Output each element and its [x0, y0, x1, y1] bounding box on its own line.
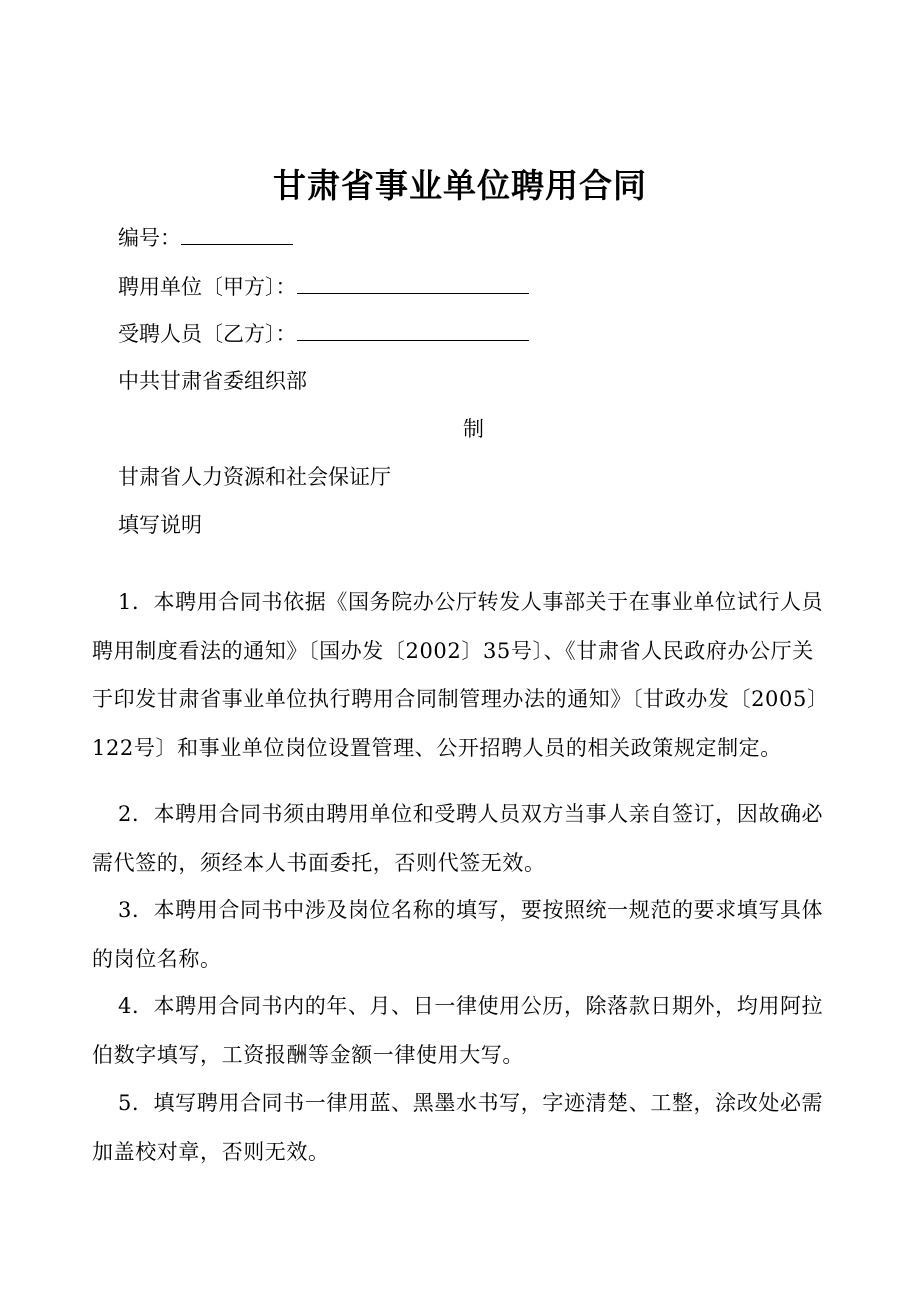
document-title: 甘肃省事业单位聘用合同	[273, 166, 647, 205]
number-blank[interactable]	[181, 222, 293, 245]
issuer-org-1: 中共甘肃省委组织部	[118, 369, 307, 393]
employee-label: 受聘人员〔乙方〕：	[118, 322, 297, 346]
employer-label: 聘用单位〔甲方〕：	[118, 275, 297, 299]
number-field	[118, 222, 293, 253]
instruction-item-1: 1．本聘用合同书依据《国务院办公厅转发人事部关于在事业单位试行人员聘用制度看法的通知》〔国办发〔2002〕35号〕、《甘肃省人民政府办公厅关于印发甘肃省事业单位执行聘用合同制管理办法的通知》〔甘政办发〔2005〕122号〕和事业单位岗位设置管理、公开招聘人员的相关政策规定制定。	[92, 590, 829, 760]
employer-blank[interactable]	[297, 271, 529, 294]
issuer-org-2: 甘肃省人力资源和社会保证厅	[118, 465, 391, 489]
instructions-heading: 填写说明	[118, 513, 202, 537]
issuer-made: 制	[463, 417, 484, 441]
instruction-item-3: 3．本聘用合同书中涉及岗位名称的填写，要按照统一规范的要求填写具体的岗位名称。	[92, 898, 824, 971]
employee-blank[interactable]	[297, 318, 529, 341]
number-label: 编号：	[118, 226, 181, 250]
instruction-item-2: 2．本聘用合同书须由聘用单位和受聘人员双方当事人亲自签订，因故确必需代签的，须经本人书面委托，否则代签无效。	[92, 802, 824, 875]
employer-field	[118, 271, 529, 302]
instruction-item-4: 4．本聘用合同书内的年、月、日一律使用公历，除落款日期外，均用阿拉伯数字填写，工资报酬等金额一律使用大写。	[92, 994, 824, 1067]
instruction-item-5: 5．填写聘用合同书一律用蓝、黑墨水书写，字迹清楚、工整，涂改处必需加盖校对章，否则无效。	[92, 1091, 824, 1164]
employee-field	[118, 318, 529, 349]
